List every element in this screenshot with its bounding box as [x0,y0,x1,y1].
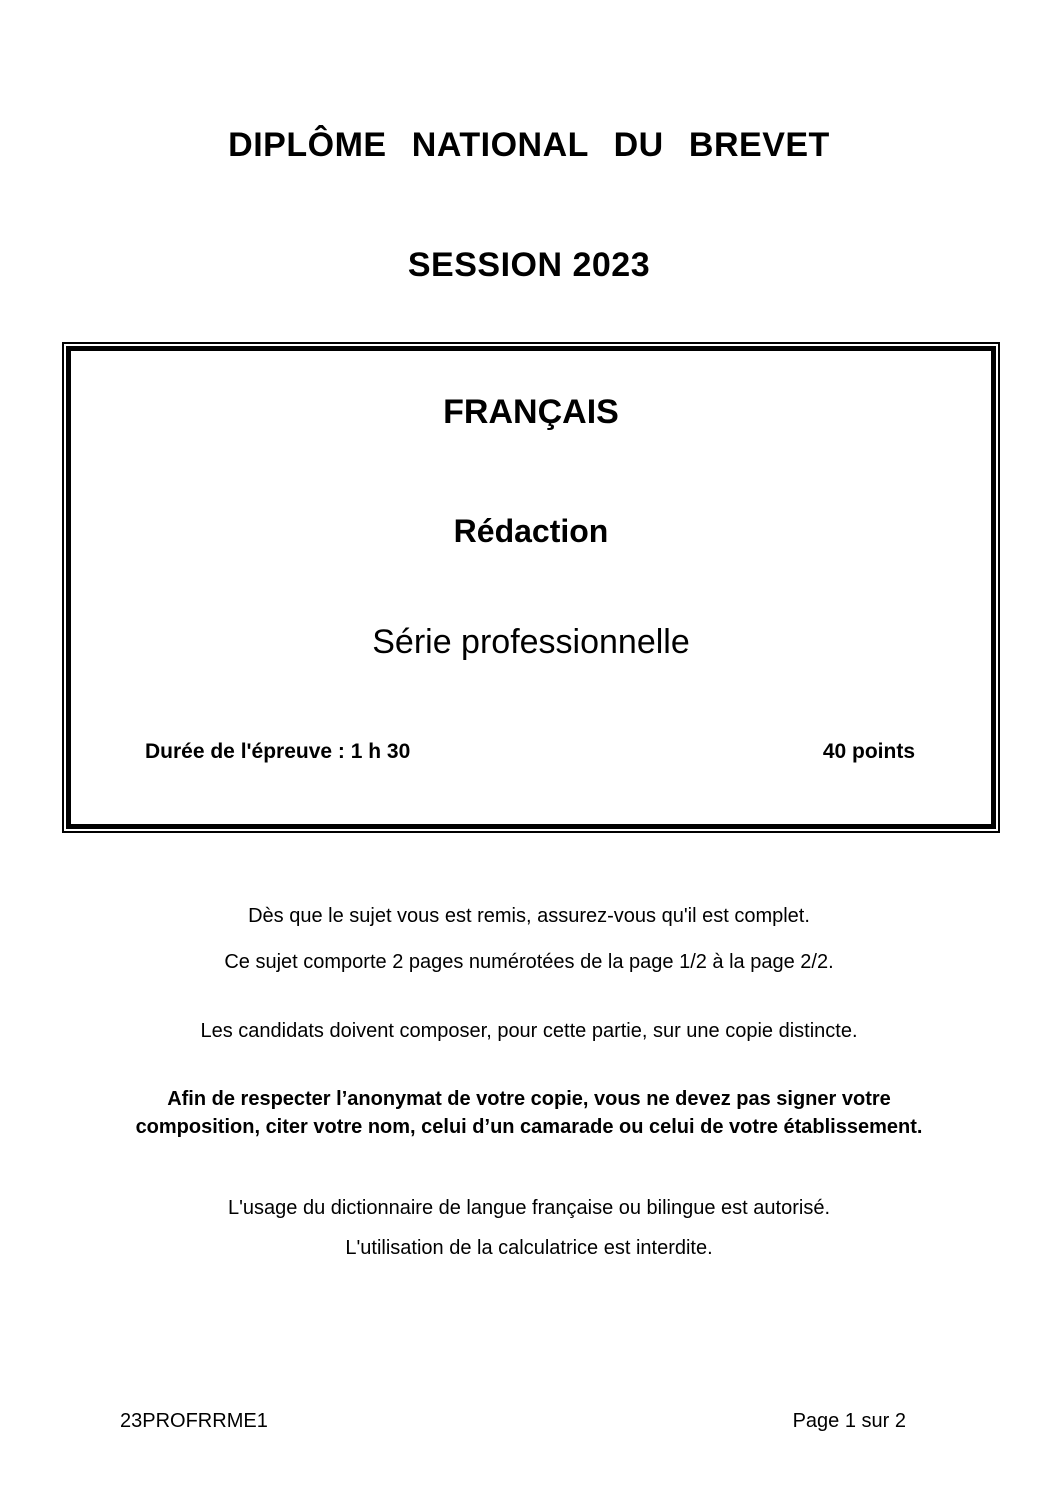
exercise-name: Rédaction [453,513,609,549]
page-footer [120,1410,906,1433]
instruction-separate-copy: Les candidats doivent composer, pour cette partie, sur une copie distincte. [200,1020,858,1042]
subject-box-inner-border [66,346,996,829]
instruction-calculator: L'utilisation de la calculatrice est interdite. [345,1237,713,1259]
duration-label: Durée de l'épreuve : 1 h 30 [145,740,411,763]
instruction-page-count: Ce sujet comporte 2 pages numérotées de la page 1/2 à la page 2/2. [224,951,834,973]
subject-box [62,342,1000,833]
instruction-check-complete: Dès que le sujet vous est remis, assurez-vous qu'il est complet. [248,905,810,927]
document-title: DIPLÔME NATIONAL DU BREVET [228,126,830,164]
points-label: 40 points [822,740,915,763]
subject-name: FRANÇAIS [443,393,619,431]
series-name: Série professionnelle [372,623,690,661]
instruction-anonymity: Afin de respecter l’anonymat de votre copie, vous ne devez pas signer votre composition, citer votre nom, celui d’un camarade ou celui de votre établissement. [135,1088,923,1138]
session-title: SESSION 2023 [407,246,651,284]
reference-code: 23PROFRRME1 [120,1410,268,1432]
page-number: Page 1 sur 2 [792,1410,906,1432]
instruction-dictionary: L'usage du dictionnaire de langue française ou bilingue est autorisé. [227,1197,830,1219]
duration-points-row [71,740,991,764]
